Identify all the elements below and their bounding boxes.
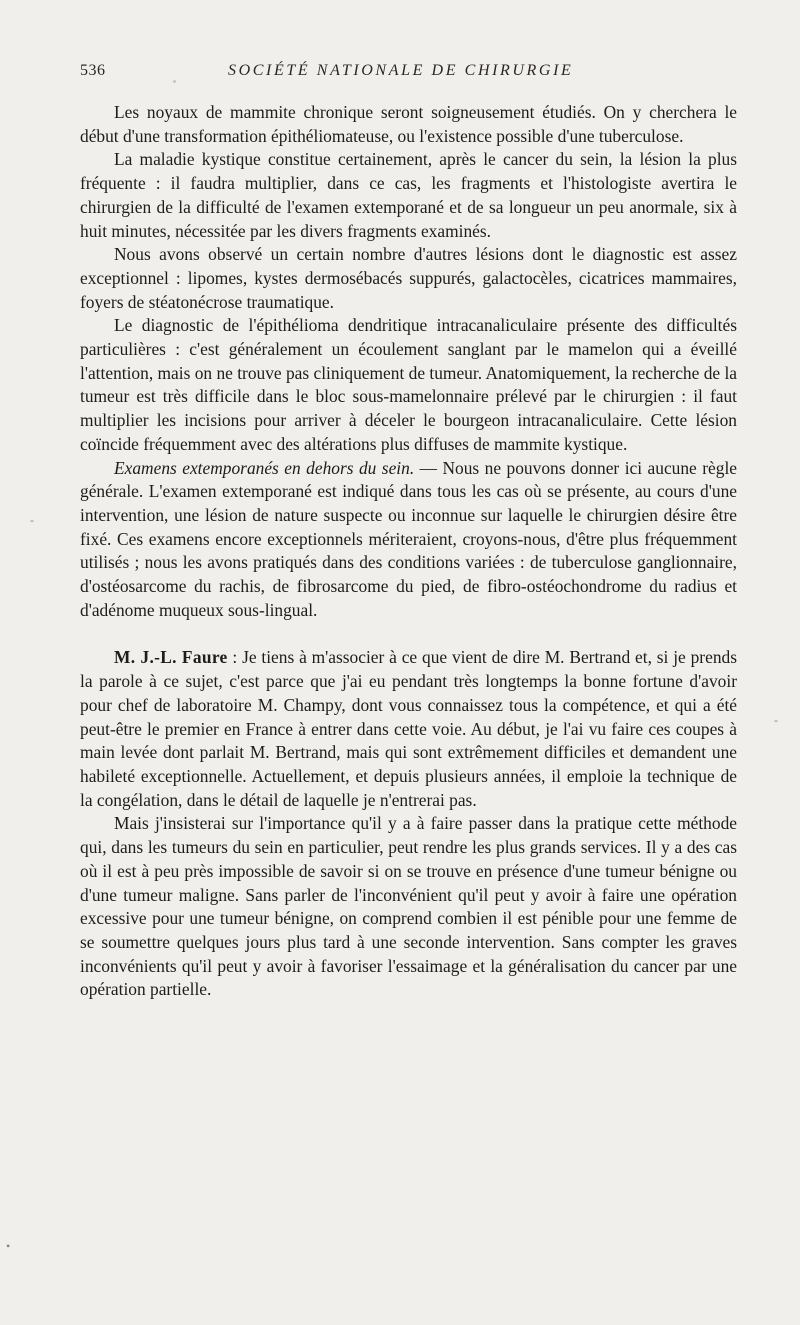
paragraph-text: Le diagnostic de l'épithélioma dendritique intracanaliculaire présente des difficultés particulières : c'est généralement un écoulement sanglant par le mamelon qui a éveillé l'attention, mais on ne trouve pas cliniquement de tumeur. Anatomiquement, la recherche de la tumeur est très difficile dans le bloc sous-mamelonnaire prélevé par le chirurgien : il faut multiplier les incisions pour arriver à déceler le bourgeon intracanaliculaire. Cette lésion coïncide fréquemment avec des altérations plus diffuses de mammite kystique.	[80, 315, 738, 454]
paragraph-text: Mais j'insisterai sur l'importance qu'il y a à faire passer dans la pratique cette méthode qui, dans les tumeurs du sein en particulier, peut rendre les plus grands services. Il y a des cas où il est à peu près impossible de savoir si on se trouve en présence d'une tumeur bénigne ou d'une tumeur maligne. Sans parler de l'inconvénient qu'il peut y avoir à faire une opération excessive pour une tumeur bénigne, on comprend combien il est pénible pour une femme de se soumettre quelques jours plus tard à une seconde intervention. Sans compter les graves inconvénients qu'il peut y avoir à favoriser l'essaimage et la généralisation du cancer par une opération partielle.	[80, 813, 737, 1000]
paragraph-text: — Nous ne pouvons donner ici aucune règle générale. L'examen extemporané est indiqué dans tous les cas où se présente, au cours d'une intervention, une lésion de nature suspecte ou inconnue sur laquelle le chirurgien désire être fixé. Ces examens encore exceptionnels mériteraient, croyons-nous, d'être plus fréquemment utilisés ; nous les avons pratiqués dans des conditions variées : de tuberculose ganglionnaire, d'ostéosarcome du rachis, de fibrosarcome du pied, de fibro-ostéochondrome du radius et d'adénome muqueux sous-lingual.	[80, 457, 737, 620]
speaker-name: M. J.-L. Faure	[114, 647, 228, 668]
paragraph-faure-intervention	[80, 646, 737, 812]
running-head	[80, 62, 736, 86]
paragraph-mammite	[80, 101, 737, 148]
scan-speck	[173, 80, 176, 83]
page-number: 536	[80, 62, 106, 79]
paragraph-maladie-kystique	[80, 148, 737, 243]
journal-title: SOCIÉTÉ NATIONALE DE CHIRURGIE	[228, 62, 574, 79]
paragraph-text: Les noyaux de mammite chronique seront soigneusement étudiés. On y cherchera le début d'une transformation épithéliomateuse, ou l'existence possible d'une tuberculose.	[80, 102, 737, 146]
margin-dot-left: •	[6, 1239, 11, 1253]
paragraph-epithelioma-dendritique	[80, 314, 737, 456]
section-lead: Examens extemporanés en dehors du sein.	[114, 457, 415, 478]
margin-tick-right: -	[774, 713, 778, 727]
body-text	[80, 101, 737, 1002]
paragraph-text: Nous avons observé un certain nombre d'autres lésions dont le diagnostic est assez exceptionnel : lipomes, kystes dermosébacés suppurés, galactocèles, cicatrices mammaires, foyers de stéatonécrose traumatique.	[80, 244, 737, 312]
paragraph-examens-hors-sein	[80, 457, 737, 623]
paragraph-autres-lesions	[80, 243, 737, 314]
paragraph-faure-importance	[80, 812, 737, 1002]
margin-tick-left: -	[30, 513, 34, 527]
paragraph-text: : Je tiens à m'associer à ce que vient de dire M. Bertrand et, si je prends la parole à ce sujet, c'est parce que j'ai eu pendant très longtemps la bonne fortune d'avoir pour chef de laboratoire M. Champy, dont vous connaissez tous la compétence, et qui a été peut-être le premier en France à entrer dans cette voie. Au début, je l'ai vu faire ces coupes à main levée dont parlait M. Bertrand, mais qui sont extrêmement difficiles et demandent une habileté exceptionnelle. Actuellement, et depuis plusieurs années, il emploie la technique de la congélation, dans le détail de laquelle je n'entrerai pas.	[80, 647, 737, 810]
paragraph-text: La maladie kystique constitue certainement, après le cancer du sein, la lésion la plus fréquente : il faudra multiplier, dans ce cas, les fragments et l'histologiste avertira le chirurgien de la difficulté de l'examen extemporané et de sa longueur un peu anormale, six à huit minutes, nécessitée par les divers fragments examinés.	[80, 149, 737, 241]
